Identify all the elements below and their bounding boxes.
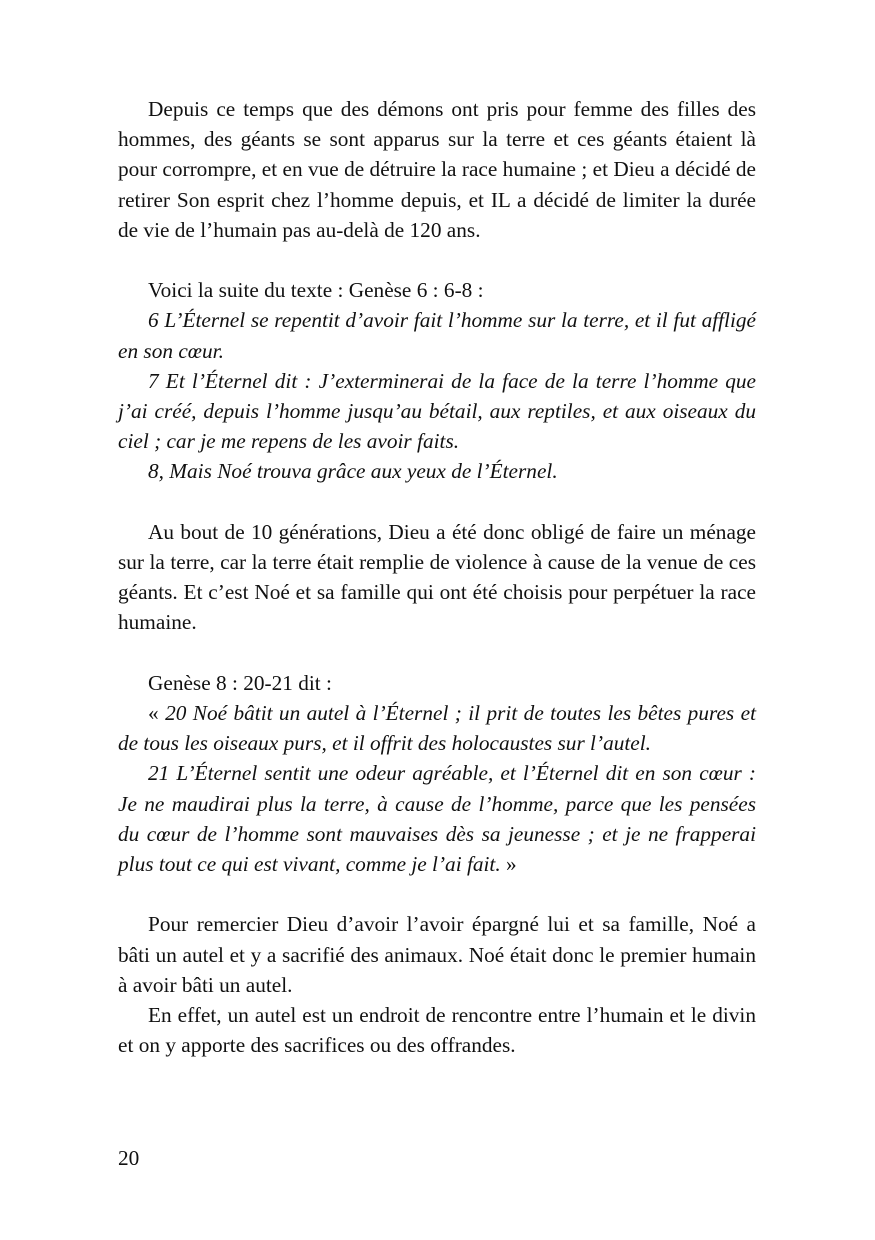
verse-6: 6 L’Éternel se repentit d’avoir fait l’homme sur la terre, et il fut affligé en son cœur.: [118, 308, 756, 363]
close-quote: »: [500, 852, 517, 877]
paragraph-flood: Au bout de 10 générations, Dieu a été donc obligé de faire un ménage sur la terre, car la terre était remplie de violence à cause de la venue de ces géants. Et c’est Noé et sa famille qui ont été choisis pour perpétuer la race humaine.: [118, 519, 756, 635]
verse-20: [118, 698, 756, 758]
page-number: 20: [118, 1146, 140, 1170]
verse-21: [118, 758, 756, 879]
scripture-intro-genesis-8: Genèse 8 : 20-21 dit :: [148, 670, 332, 695]
paragraph-gap: [118, 487, 756, 517]
verse-20-text: 20 Noé bâtit un autel à l’Éternel ; il prit de toutes les bêtes pures et de tous les oiseaux purs, et il offrit des holocaustes sur l’autel.: [118, 701, 756, 756]
verse-7: 7 Et l’Éternel dit : J’exterminerai de la face de la terre l’homme que j’ai créé, depuis l’homme jusqu’au bétail, aux reptiles, et aux oiseaux du ciel ; car je me repens de les avoir faits.: [118, 368, 756, 454]
verse-21-text: 21 L’Éternel sentit une odeur agréable, et l’Éternel dit en son cœur : Je ne maudirai plus la terre, à cause de l’homme, parce que les pensées du cœur de l’homme sont mauvaises dès sa jeunesse ; et je ne frapperai plus tout ce qui est vivant, comme je l’ai fait.: [118, 761, 756, 877]
scripture-intro-genesis-6: Voici la suite du texte : Genèse 6 : 6-8 :: [148, 278, 484, 303]
verse-8: 8, Mais Noé trouva grâce aux yeux de l’Éternel.: [148, 459, 558, 484]
paragraph-gap: [118, 879, 756, 909]
paragraph-altar-definition: En effet, un autel est un endroit de rencontre entre l’humain et le divin et on y apporte des sacrifices ou des offrandes.: [118, 1003, 756, 1058]
page-body: [118, 94, 756, 1060]
open-quote: «: [148, 701, 166, 726]
paragraph-giants: Depuis ce temps que des démons ont pris pour femme des filles des hommes, des géants se sont apparus sur la terre et ces géants étaient là pour corrompre, et en vue de détruire la race humaine ; et Dieu a décidé de retirer Son esprit chez l’homme depuis, et IL a décidé de limiter la durée de vie de l’humain pas au-delà de 120 ans.: [118, 97, 756, 242]
paragraph-gap: [118, 638, 756, 668]
paragraph-gap: [118, 245, 756, 275]
paragraph-noah-altar: Pour remercier Dieu d’avoir l’avoir épargné lui et sa famille, Noé a bâti un autel et y a sacrifié des animaux. Noé était donc le premier humain à avoir bâti un autel.: [118, 912, 756, 997]
